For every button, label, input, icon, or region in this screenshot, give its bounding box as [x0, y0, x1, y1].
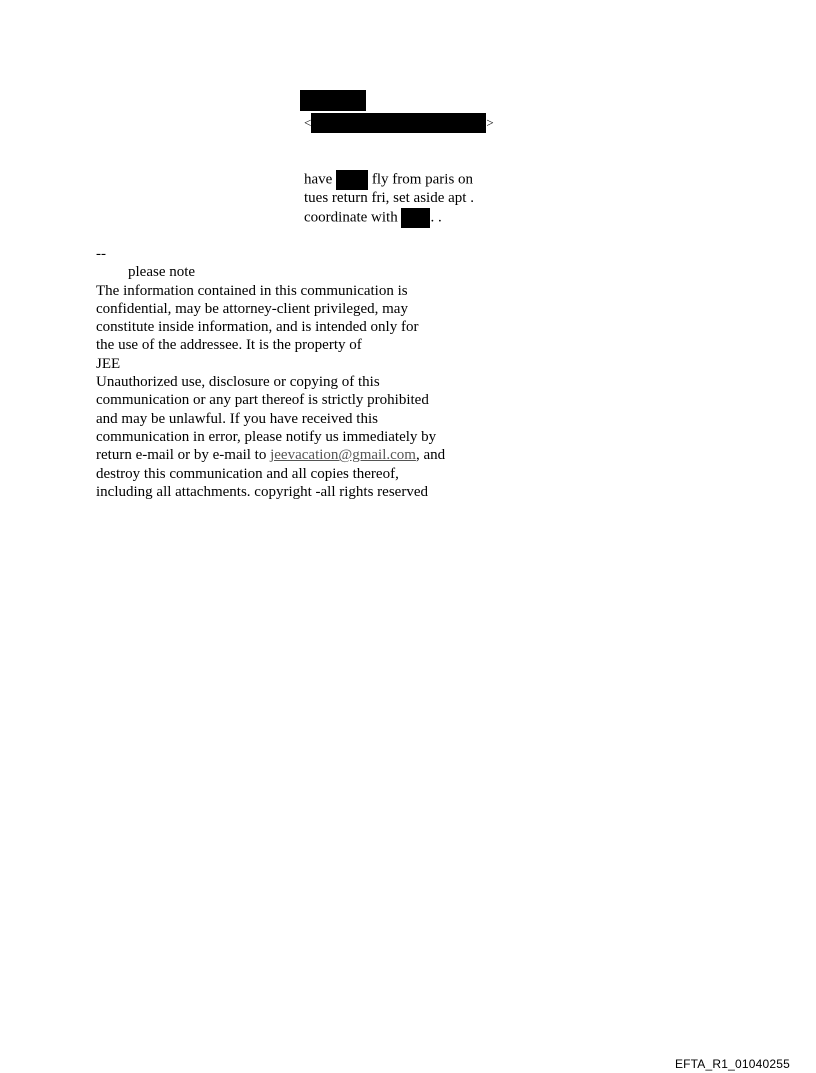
message-text: have — [304, 171, 333, 188]
message-text: fly from paris on — [371, 171, 474, 188]
message-text: . . — [430, 209, 442, 226]
open-bracket: < — [304, 115, 312, 130]
disclaimer-line — [96, 446, 445, 464]
message-line-3 — [304, 208, 474, 227]
message-line-1 — [304, 170, 474, 189]
disclaimer-line: JEE — [96, 355, 121, 372]
disclaimer-line: and may be unlawful. If you have received this — [96, 410, 378, 427]
message-body — [304, 170, 474, 227]
disclaimer-line: constitute inside information, and is intended only for — [96, 319, 419, 336]
disclaimer-text: , and — [415, 447, 446, 464]
disclaimer-text: return e-mail or by e-mail to — [96, 447, 271, 464]
document-id: EFTA_R1_01040255 — [674, 1057, 790, 1071]
message-line-2: tues return fri, set aside apt . — [304, 190, 474, 206]
disclaimer-line: including all attachments. copyright -all rights reserved — [96, 483, 428, 500]
redacted-sender-email — [311, 113, 486, 133]
please-note-label: please note — [128, 264, 196, 281]
disclaimer-line: confidential, may be attorney-client privileged, may — [96, 300, 408, 317]
confidentiality-disclaimer — [96, 245, 445, 501]
disclaimer-line: communication or any part thereof is strictly prohibited — [96, 392, 429, 409]
redacted-name — [336, 170, 368, 190]
disclaimer-line: Unauthorized use, disclosure or copying of this — [96, 374, 380, 391]
signature-separator: -- — [96, 246, 106, 262]
disclaimer-line: the use of the addressee. It is the property of — [96, 337, 362, 354]
close-bracket: > — [486, 115, 494, 130]
redacted-sender-name — [300, 90, 366, 111]
disclaimer-line: destroy this communication and all copies thereof, — [96, 465, 399, 482]
sender-email-line — [304, 113, 494, 133]
message-text: coordinate with — [304, 209, 398, 226]
disclaimer-line: The information contained in this communication is — [96, 282, 408, 299]
email-link[interactable]: jeevacation@gmail.com — [270, 447, 416, 464]
disclaimer-line: communication in error, please notify us immediately by — [96, 428, 437, 445]
redacted-name — [401, 208, 430, 228]
